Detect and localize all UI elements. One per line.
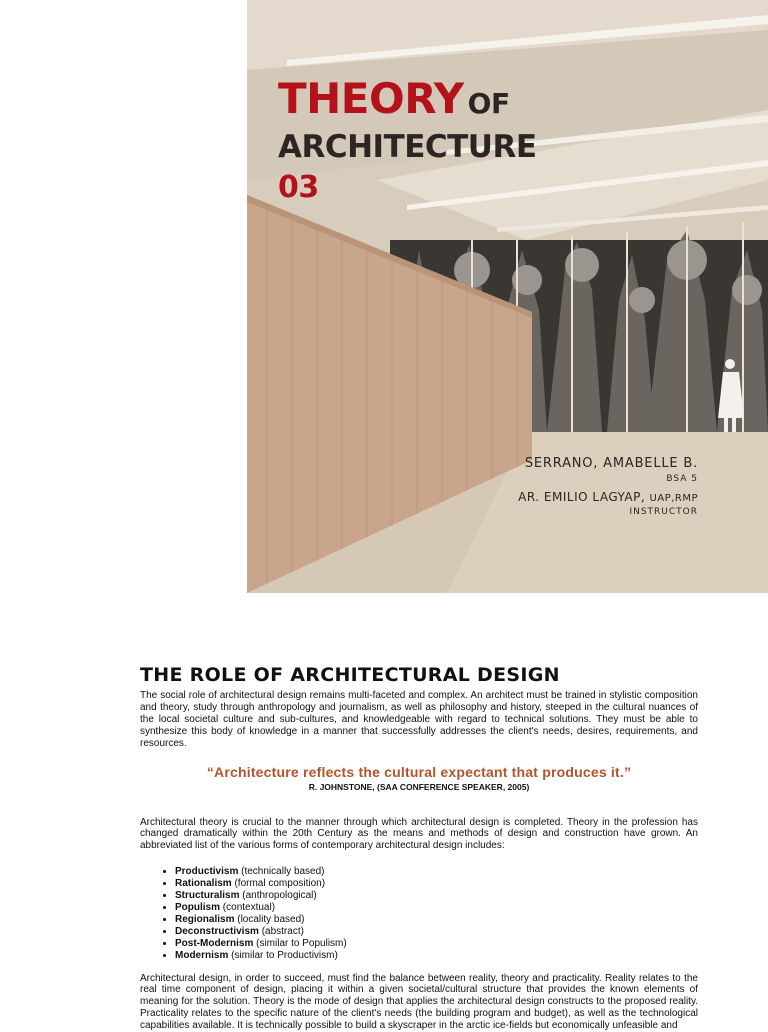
style-note: (locality based) bbox=[237, 914, 304, 925]
style-note: (similar to Productivism) bbox=[231, 950, 338, 961]
style-note: (similar to Populism) bbox=[256, 938, 347, 949]
instructor-credentials: UAP,RMP bbox=[650, 493, 698, 504]
style-term: Structuralism bbox=[175, 890, 239, 901]
article-paragraph-1: The social role of architectural design remains multi-faceted and complex. An architect must be trained in stylistic composition and theory, study through anthropology and journalism, as well as philosophy and history, steeped in the cultural nuances of the local societal culture and sub-cultures, and knowledgeable with regard to technical solutions. They must be able to synthesize this body of knowledge in a manner that successfully addresses the client's needs, desires, requirements, and resources. bbox=[140, 690, 698, 750]
article-paragraph-2: Architectural theory is crucial to the manner through which architectural design is completed. Theory in the profession has changed dramatically within the 20th Century as the means and methods of design and construction have grown. An abbreviated list of the various forms of contemporary architectural design includes: bbox=[140, 817, 698, 853]
style-term: Regionalism bbox=[175, 914, 234, 925]
author-section: BSA 5 bbox=[518, 474, 698, 484]
list-item bbox=[175, 890, 698, 902]
list-item bbox=[175, 866, 698, 878]
list-item bbox=[175, 926, 698, 938]
list-item bbox=[175, 938, 698, 950]
design-styles-list bbox=[140, 866, 698, 961]
cover-title-theory: THEORY bbox=[278, 74, 464, 123]
instructor-role: INSTRUCTOR bbox=[518, 507, 698, 517]
style-note: (contextual) bbox=[223, 902, 275, 913]
instructor-line bbox=[518, 490, 698, 504]
style-term: Populism bbox=[175, 902, 220, 913]
pull-quote-source: R. JOHNSTONE, (SAA CONFERENCE SPEAKER, 2005) bbox=[140, 782, 698, 792]
style-note: (technically based) bbox=[241, 866, 324, 877]
style-term: Modernism bbox=[175, 950, 228, 961]
style-note: (formal composition) bbox=[234, 878, 325, 889]
list-item bbox=[175, 902, 698, 914]
cover-image bbox=[247, 0, 768, 593]
cover-credits bbox=[518, 456, 698, 517]
style-term: Rationalism bbox=[175, 878, 232, 889]
list-item bbox=[175, 950, 698, 962]
instructor-name: AR. EMILIO LAGYAP, bbox=[518, 490, 645, 504]
article bbox=[140, 664, 698, 1032]
style-term: Post-Modernism bbox=[175, 938, 253, 949]
cover-title-number: 03 bbox=[278, 173, 537, 203]
cover-title bbox=[278, 78, 537, 203]
style-note: (abstract) bbox=[262, 926, 304, 937]
cover-title-of: OF bbox=[468, 87, 510, 120]
article-heading: THE ROLE OF ARCHITECTURAL DESIGN bbox=[140, 664, 698, 686]
style-term: Productivism bbox=[175, 866, 238, 877]
style-term: Deconstructivism bbox=[175, 926, 259, 937]
article-paragraph-3: Architectural design, in order to succeed, must find the balance between reality, theory and practicality. Reality relates to the real time component of design, placing it within a given societal/cultural structure that provides the known elements of meaning for the solution. Theory is the mode of design that applies the architectural design constructs to the proposed reality. Practicality relates to the specific nature of the client's needs (the building program and budget), as well as the technological capabilities available. It is technically possible to build a skyscraper in the arctic ice-fields but economically unfeasible and bbox=[140, 973, 698, 1032]
pull-quote: “Architecture reflects the cultural expectant that produces it.” bbox=[140, 764, 698, 780]
author-name: SERRANO, AMABELLE B. bbox=[518, 456, 698, 471]
list-item bbox=[175, 878, 698, 890]
cover-title-architecture: ARCHITECTURE bbox=[278, 132, 537, 163]
style-note: (anthropological) bbox=[242, 890, 317, 901]
list-item bbox=[175, 914, 698, 926]
